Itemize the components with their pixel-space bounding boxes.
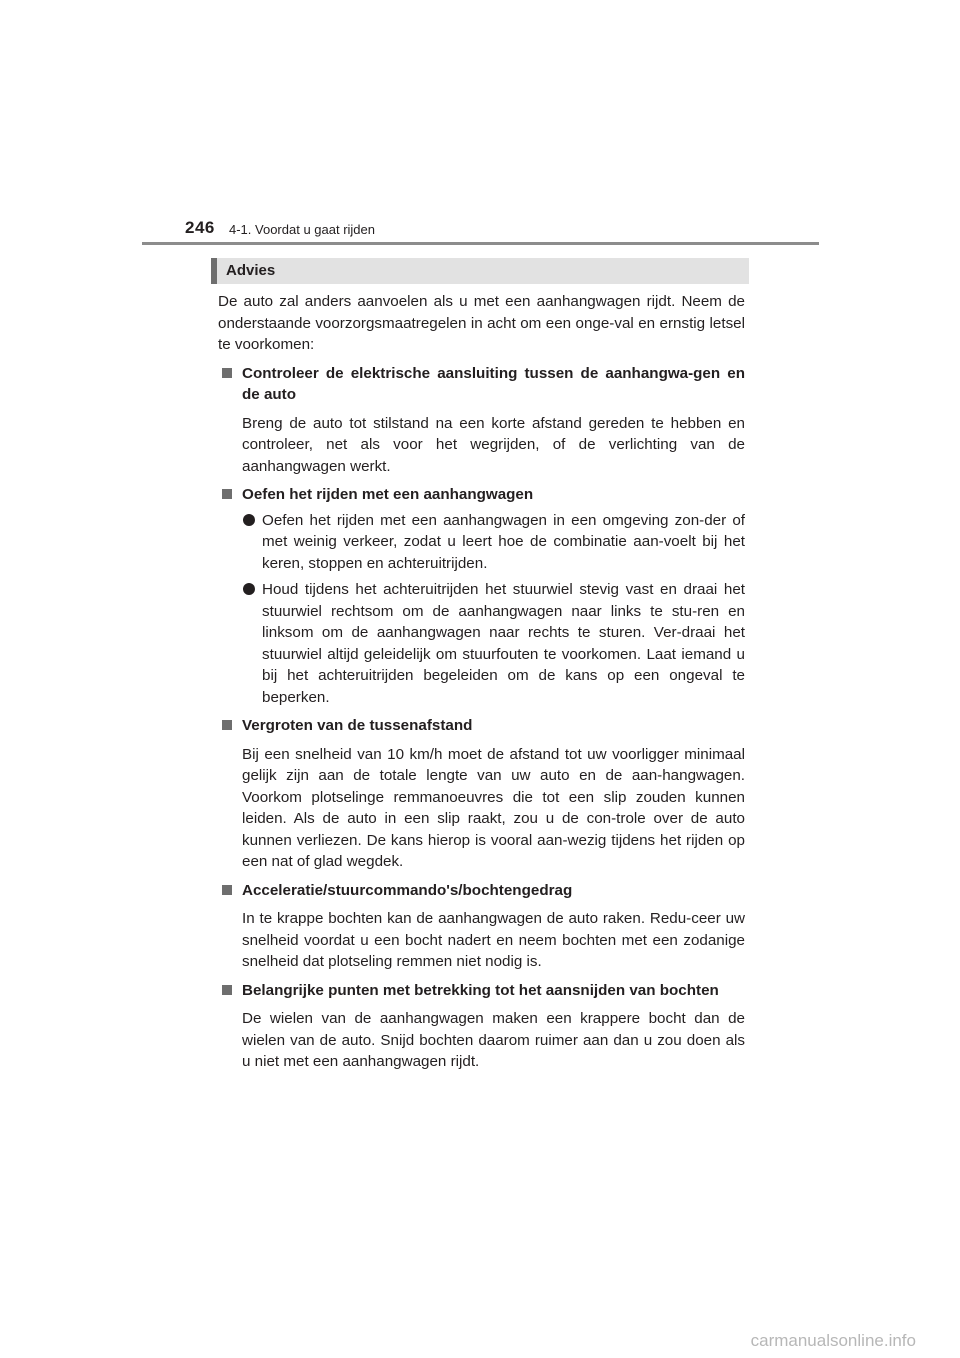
advies-content: [218, 291, 745, 1080]
square-bullet-icon: [222, 885, 232, 895]
header-rule: [142, 242, 819, 245]
circle-bullet-icon: [243, 514, 255, 526]
watermark: carmanualsonline.info: [750, 1331, 916, 1350]
section-body: Bij een snelheid van 10 km/h moet de afstand tot uw voorligger minimaal gelijk zijn aan de totale lengte van uw auto en de aan-hangwagen. Voorkom plotselinge remmanoeuvres die tot een slip zouden kunnen leiden. Als de auto in een slip raakt, zou u de con-trole over de auto kunnen verliezen. De kans hierop is vooral aan-wezig tijdens het rijden op een nat of glad wegdek.: [242, 745, 745, 870]
section-heading: Acceleratie/stuurcommando's/bochtengedrag: [242, 881, 573, 899]
section-practice-driving: [218, 484, 745, 708]
list-item-text: Oefen het rijden met een aanhangwagen in een omgeving zon-der of met weinig verkeer, zodat u leert hoe de combinatie aan-voelt bij het keren, stoppen en achteruitrijden.: [262, 511, 745, 572]
section-heading: Oefen het rijden met een aanhangwagen: [242, 486, 534, 503]
section-body: Breng de auto tot stilstand na een korte afstand gereden te hebben en controleer, net als voor het wegrijden, of de verlichting van de aanhangwagen werkt.: [242, 414, 745, 475]
list-item: [242, 510, 745, 575]
section-electrical-connection: [218, 363, 745, 478]
square-bullet-icon: [222, 720, 232, 730]
square-bullet-icon: [222, 985, 232, 995]
section-cornering: [218, 980, 745, 1073]
section-body: De wielen van de aanhangwagen maken een krappere bocht dan de wielen van de auto. Snijd bochten daarom ruimer aan dan u zou doen als u niet met een aanhangwagen rijdt.: [242, 1010, 745, 1070]
section-heading: Controleer de elektrische aansluiting tussen de aanhangwa-gen en de auto: [242, 364, 745, 403]
section-heading: Vergroten van de tussenafstand: [242, 717, 473, 734]
square-bullet-icon: [222, 489, 232, 499]
page-number: 246: [185, 218, 215, 237]
section-acceleration-steering: [218, 880, 745, 973]
advies-label: Advies: [226, 262, 276, 279]
list-item: [242, 579, 745, 708]
advies-header: [211, 258, 749, 284]
section-title: 4-1. Voordat u gaat rijden: [229, 222, 375, 237]
square-bullet-icon: [222, 368, 232, 378]
section-body: In te krappe bochten kan de aanhangwagen de auto raken. Redu-ceer uw snelheid voordat u een bocht nadert en neem bochten met een zodanige snelheid dat plotseling remmen niet nodig is.: [242, 910, 745, 970]
circle-bullet-icon: [243, 583, 255, 595]
section-following-distance: [218, 715, 745, 873]
list-item-text: Houd tijdens het achteruitrijden het stuurwiel stevig vast en draai het stuurwiel rechtsom om de aanhangwagen naar links te stu-ren en linksom om de aanhangwagen naar rechts te sturen. Ver-draai het stuurwiel altijd geleidelijk om stuurfouten te voorkomen. Laat iemand u bij het achteruitrijden begeleiden om de kans op een ongeval te beperken.: [262, 581, 745, 706]
advies-intro: De auto zal anders aanvoelen als u met een aanhangwagen rijdt. Neem de onderstaande voorzorgsmaatregelen in acht om een onge-val en ernstig letsel te voorkomen:: [218, 293, 745, 353]
section-heading: Belangrijke punten met betrekking tot het aansnijden van bochten: [242, 981, 719, 999]
